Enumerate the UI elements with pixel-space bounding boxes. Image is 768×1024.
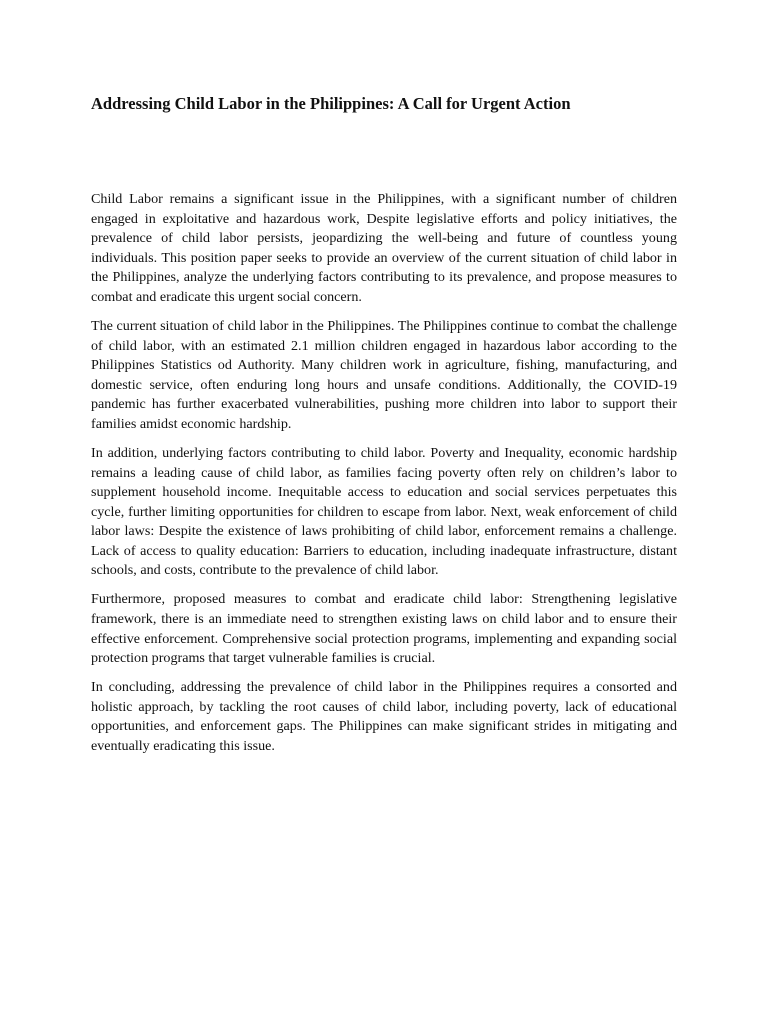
document-title: Addressing Child Labor in the Philippines: A Call for Urgent Action [91, 94, 571, 113]
paragraph-introduction: Child Labor remains a significant issue in the Philippines, with a significant number of children engaged in exploitative and hazardous work, Despite legislative efforts and policy initiatives, the prevalence of child labor persists, jeopardizing the well-being and future of countless young individuals. This position paper seeks to provide an overview of the current situation of child labor in the Philippines, analyze the underlying factors contributing to its prevalence, and propose measures to combat and eradicate this urgent social concern. [91, 191, 677, 305]
paragraph-conclusion: In concluding, addressing the prevalence of child labor in the Philippines requires a consorted and holistic approach, by tackling the root causes of child labor, including poverty, lack of educational opportunities, and enforcement gaps. The Philippines can make significant strides in mitigating and eventually eradicating this issue. [91, 679, 677, 754]
paragraph-underlying-factors: In addition, underlying factors contributing to child labor. Poverty and Inequality, economic hardship remains a leading cause of child labor, as families facing poverty often rely on children’s labor to supplement household income. Inequitable access to education and social services perpetuates this cycle, further limiting opportunities for children to escape from labor. Next, weak enforcement of child labor laws: Despite the existence of laws prohibiting of child labor, enforcement remains a challenge. Lack of access to quality education: Barriers to education, including inadequate infrastructure, distant schools, and costs, contribute to the prevalence of child labor. [91, 444, 677, 579]
document-body [91, 190, 677, 766]
paragraph-proposed-measures: Furthermore, proposed measures to combat and eradicate child labor: Strengthening legislative framework, there is an immediate need to strengthen existing laws on child labor and to ensure their effective enforcement. Comprehensive social protection programs, implementing and expanding social protection programs that target vulnerable families is crucial. [91, 591, 677, 667]
paragraph-current-situation: The current situation of child labor in the Philippines. The Philippines continue to combat the challenge of child labor, with an estimated 2.1 million children engaged in hazardous labor according to the Philippines Statistics od Authority. Many children work in agriculture, fishing, manufacturing, and domestic service, often enduring long hours and unsafe conditions. Additionally, the COVID-19 pandemic has further exacerbated vulnerabilities, pushing more children into labor to support their families amidst economic hardship. [91, 317, 677, 432]
